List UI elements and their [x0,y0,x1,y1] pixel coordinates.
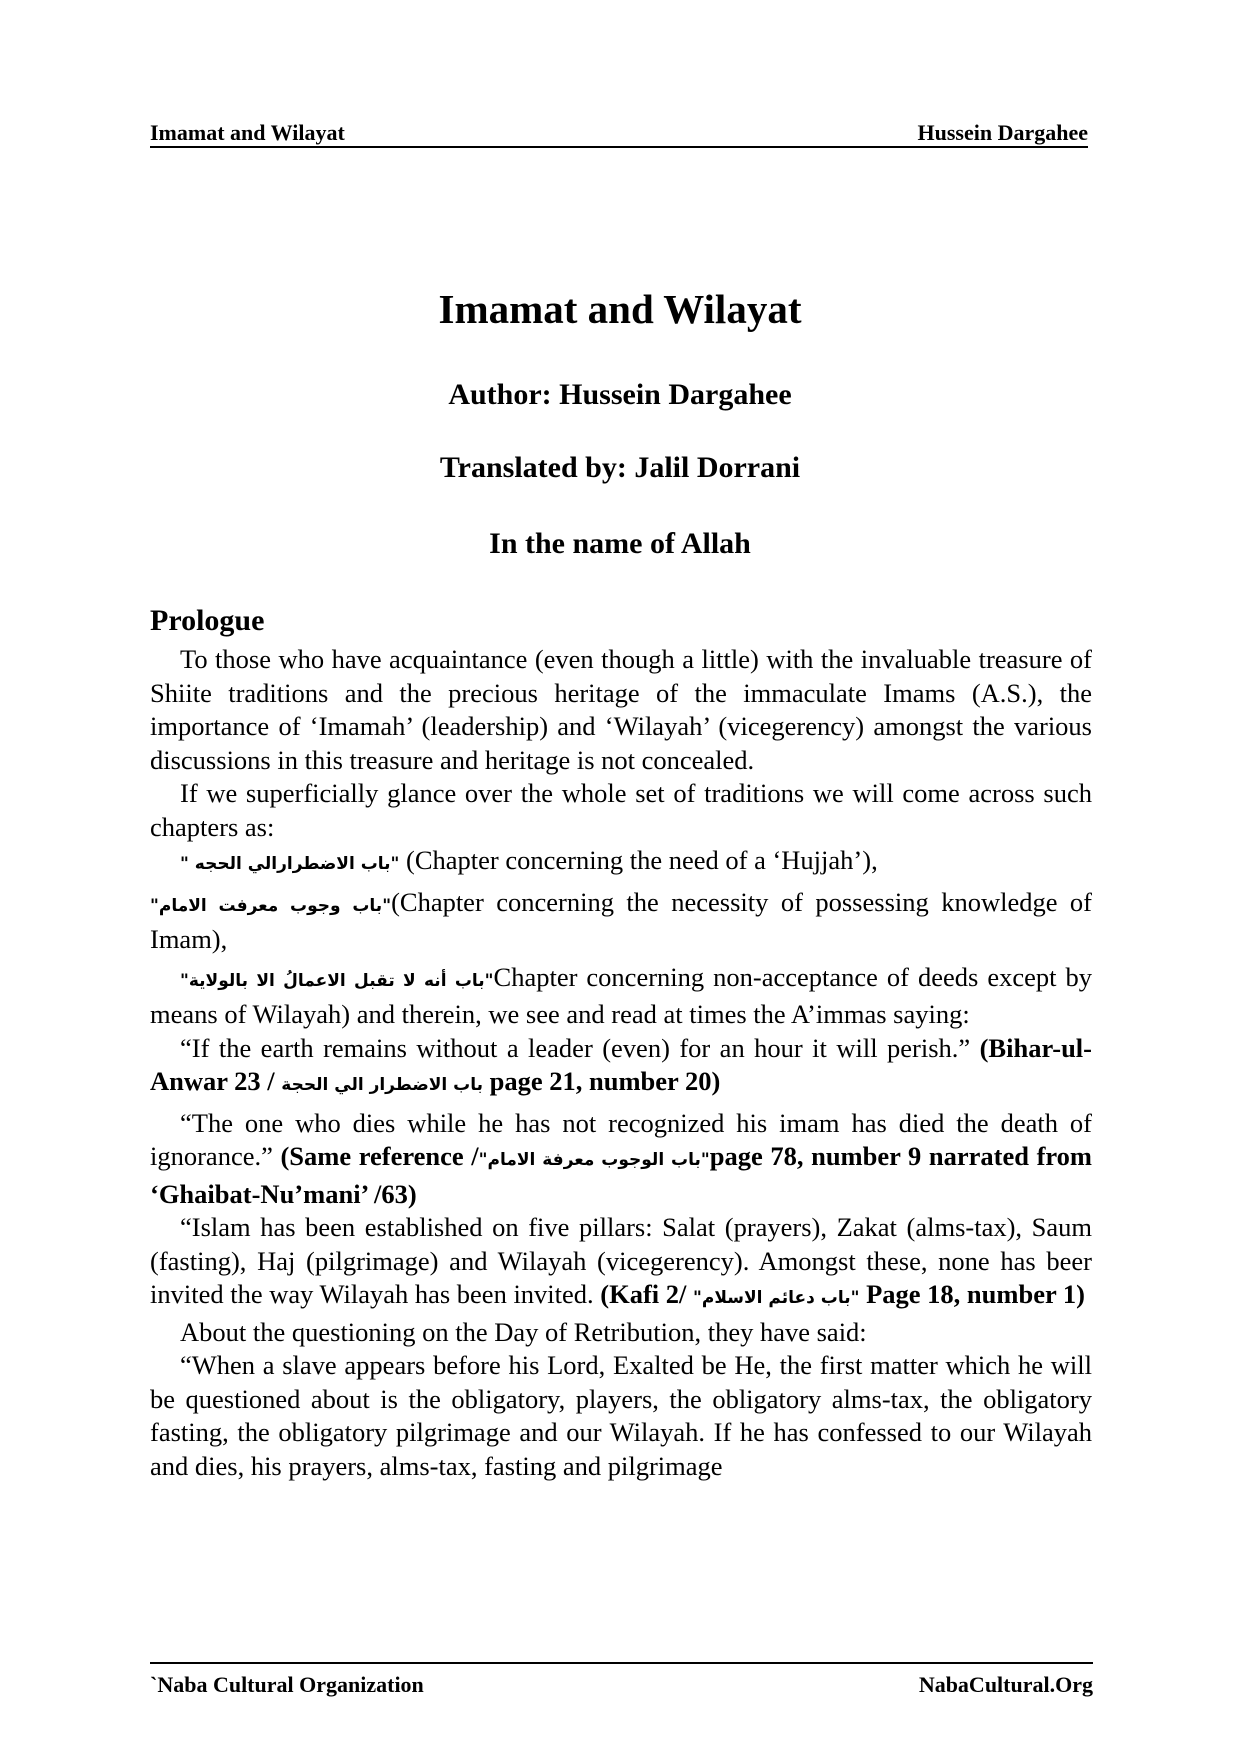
bismillah-line: In the name of Allah [489,527,751,560]
reference-text: (Kafi 2/ [600,1279,694,1309]
quote-text: “The one who dies while he has not recognized his imam has died the death of ignorance.” [150,1107,1092,1171]
paragraph [150,844,1092,882]
paragraph-text: (Chapter concerning the need of a ‘Hujjah’), [399,845,878,875]
arabic-text: باب الاضطرار الي الحجة [281,1075,483,1095]
paragraph: If we superficially glance over the whole set of traditions we will come across such chapters as: [150,778,1092,842]
arabic-text: "باب الاضطرارالي الحجه " [180,854,400,874]
arabic-text: "باب دعائم الاسلام" [693,1288,860,1308]
page-footer [150,1662,1093,1704]
paragraph [150,1211,1092,1316]
section-heading: Prologue [150,604,265,637]
arabic-text: "باب الوجوب معرفة الامام" [478,1150,710,1170]
document-title: Imamat and Wilayat [438,286,802,332]
paragraph [150,1107,1092,1212]
paragraph [150,1032,1092,1103]
paragraph: “When a slave appears before his Lord, Exalted be He, the first matter which he will be questioned about is the obligatory, players, the obligatory alms-tax, the obligatory fasting, the obligatory pilgrimage and our Wilayah. If he has confessed to our Wilayah and dies, his prayers, alms-tax, fasting and pilgrimage [150,1350,1092,1481]
header-left: Imamat and Wilayat [150,120,345,145]
page-header [150,118,1088,148]
reference-text: Page 18, number 1) [859,1279,1085,1309]
reference-text: (Same reference / [280,1141,479,1171]
paragraph-text: (Chapter concerning the necessity of possessing knowledge of Imam), [150,886,1093,954]
paragraph [150,961,1092,1032]
quote-text: “Islam has been established on five pillars: Salat (prayers), Zakat (alms-tax), Saum (fasting), Haj (pilgrimage) and Wilayah (vicegerency). Amongst these, none has beer invited the way Wilayah has been invited. [150,1212,1092,1309]
footer-left: `Naba Cultural Organization [150,1672,424,1697]
reference-text: page 21, number 20) [483,1066,721,1096]
author-line: Author: Hussein Dargahee [448,378,792,411]
quote-text: “If the earth remains without a leader (even) for an hour it will perish.” [180,1032,980,1063]
paragraph: To those who have acquaintance (even though a little) with the invaluable treasure of Shiite traditions and the precious heritage of the immaculate Imams (A.S.), the importance of ‘Imamah’ (leadership) and ‘Wilayah’ (vicegerency) amongst the various discussions in this treasure and heritage is not concealed. [150,644,1092,775]
header-right: Hussein Dargahee [917,120,1088,145]
translator-line: Translated by: Jalil Dorrani [439,451,801,484]
footer-right: NabaCultural.Org [918,1672,1093,1697]
arabic-text: "باب وجوب معرفت الامام" [150,895,392,916]
paragraph [150,886,1092,957]
reference-text: page 78, number 9 narrated from ‘Ghaibat-Nu’mani’ /63) [150,1141,1092,1209]
arabic-text: "باب أنه لا تقبل الاعمالُ الا بالولاية" [180,970,494,991]
paragraph: About the questioning on the Day of Retribution, they have said: [180,1316,867,1347]
reference-text: (Bihar-ul-Anwar 23 / [150,1032,1092,1096]
paragraph-text: Chapter concerning non-acceptance of deeds except by means of Wilayah) and therein, we see and read at times the A’immas saying: [150,961,1092,1029]
body-text [150,643,1092,1483]
